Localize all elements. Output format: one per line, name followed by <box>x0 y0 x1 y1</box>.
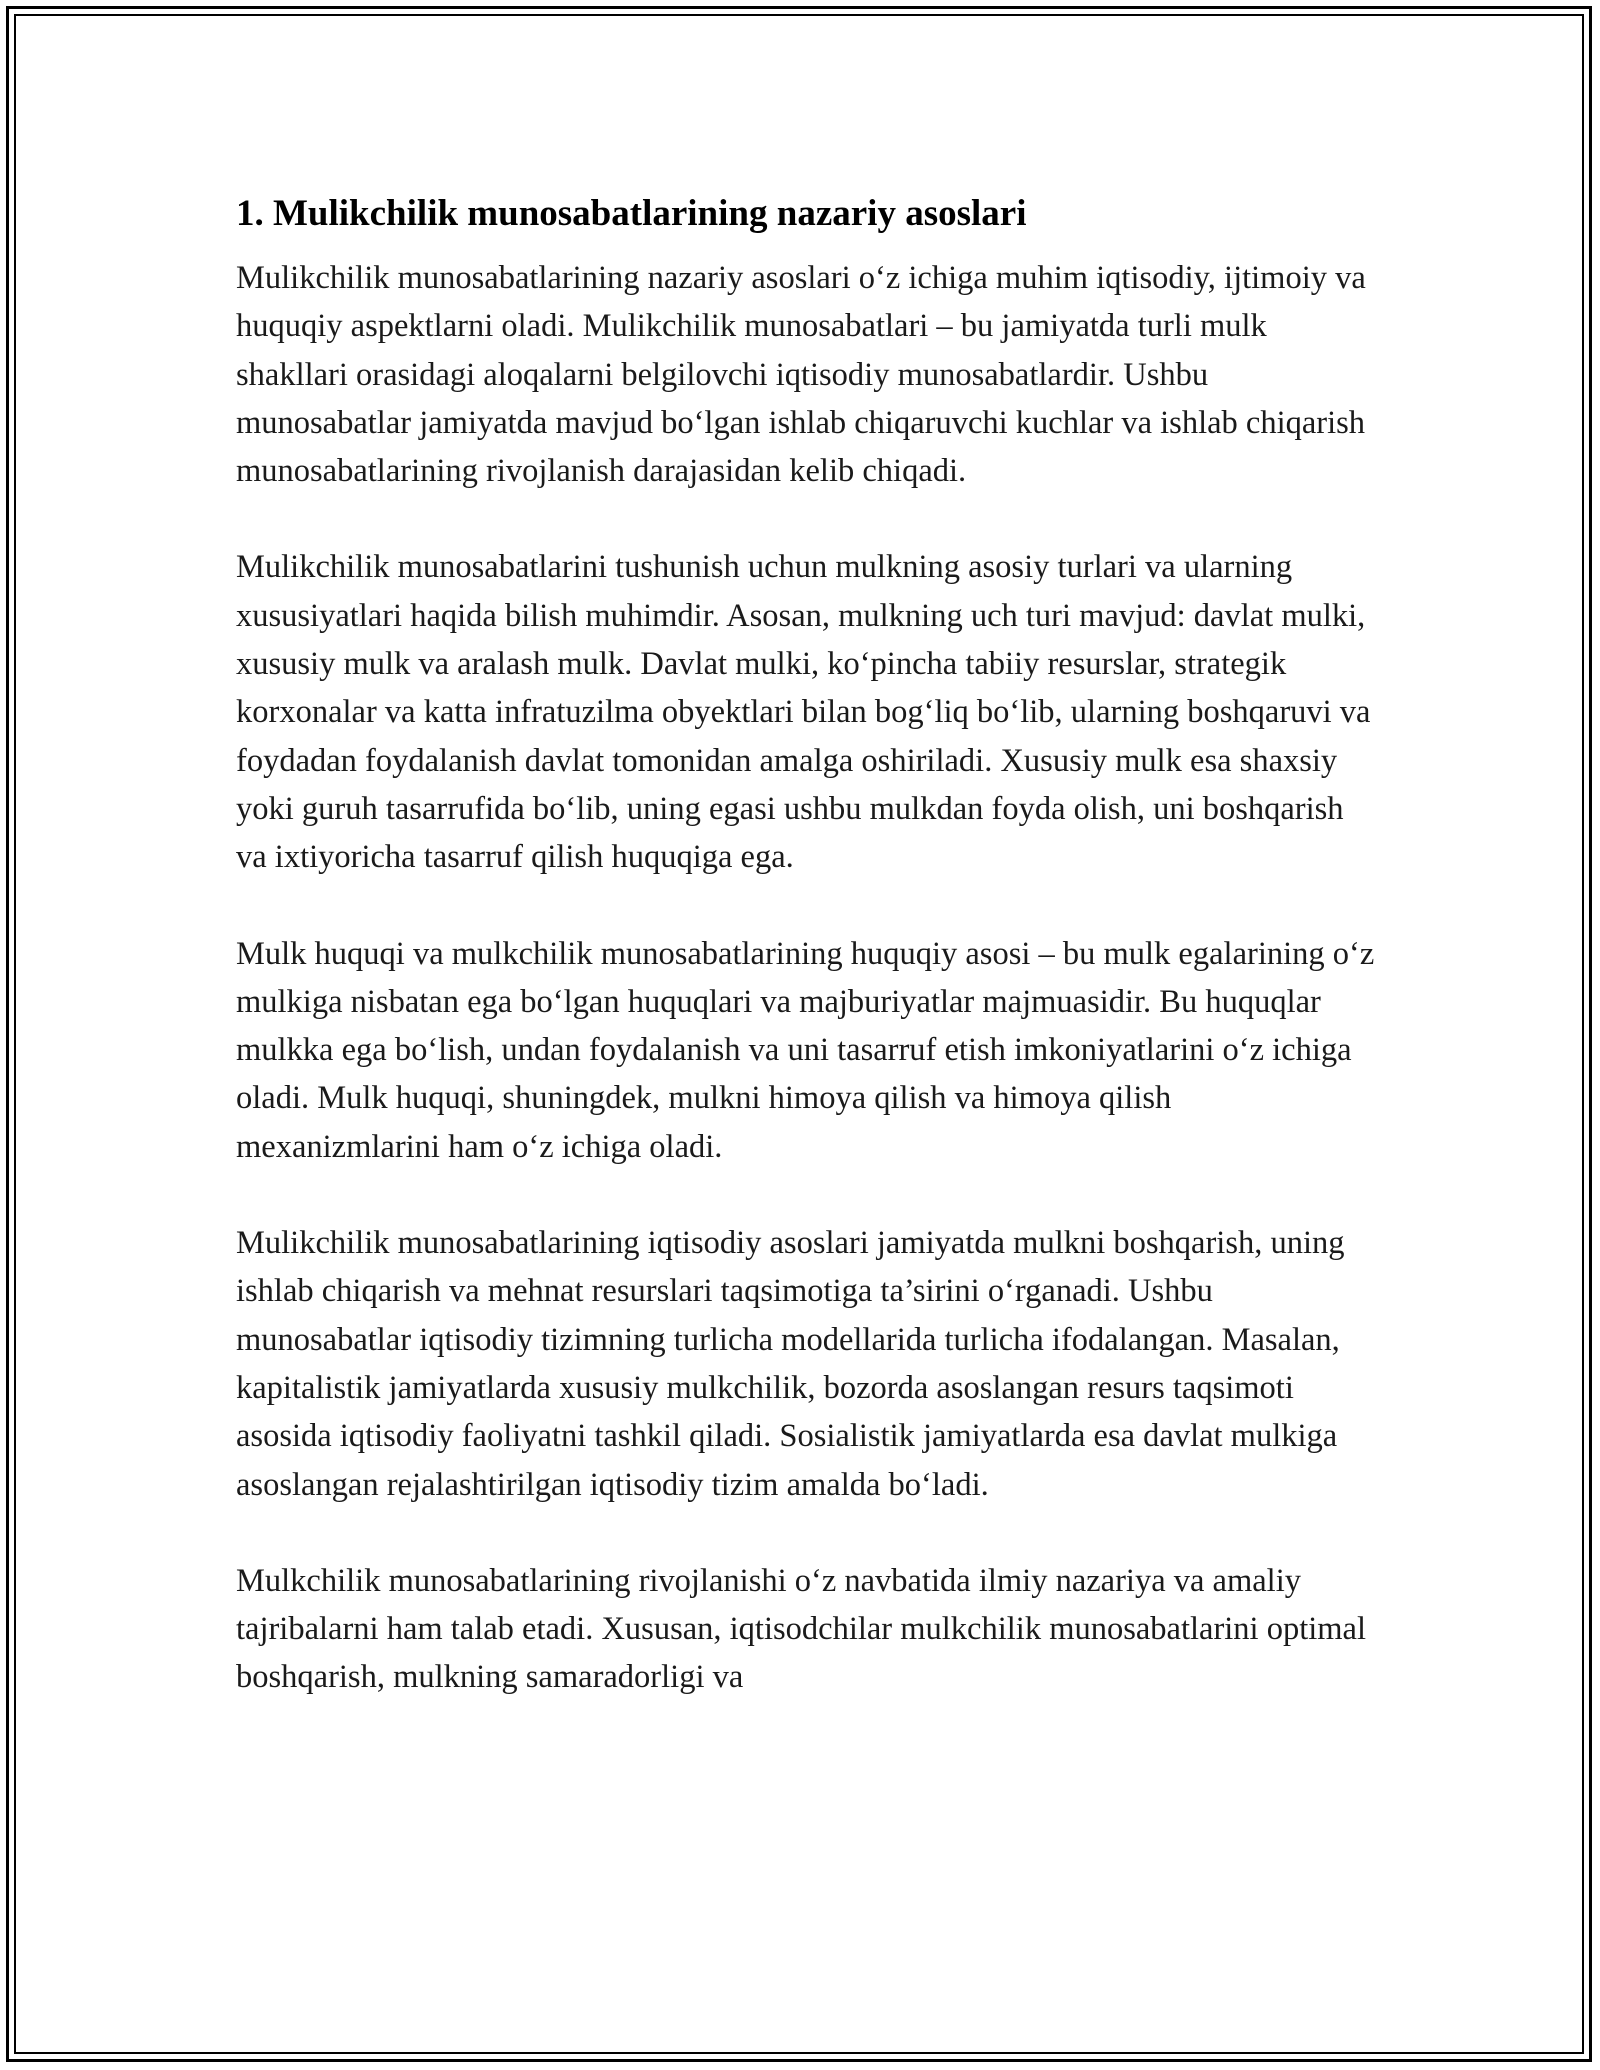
section-heading: 1. Mulikchilik munosabatlarining nazariy asoslari <box>236 193 1027 234</box>
paragraph-5: Mulkchilik munosabatlarining rivojlanishi o‘z navbatida ilmiy nazariya va amaliy tajribalarni ham talab etadi. Xususan, iqtisodchilar mulkchilik munosabatlarini optimal boshqarish, mulkning samaradorligi va <box>236 1562 1367 1696</box>
document-body <box>236 188 1376 1750</box>
paragraph-1: Mulikchilik munosabatlarining nazariy asoslari o‘z ichiga muhim iqtisodiy, ijtimoiy va huquqiy aspektlarni oladi. Mulikchilik munosabatlari – bu jamiyatda turli mulk shakllari orasidagi aloqalarni belgilovchi iqtisodiy munosabatlardir. Ushbu munosabatlar jamiyatda mavjud bo‘lgan ishlab chiqaruvchi kuchlar va ishlab chiqarish munosabatlarining rivojlanish darajasidan kelib chiqadi. <box>236 260 1366 490</box>
paragraph-3: Mulk huquqi va mulkchilik munosabatlarining huquqiy asosi – bu mulk egalarining o‘z mulkiga nisbatan ega bo‘lgan huquqlari va majburiyatlar majmuasidir. Bu huquqlar mulkka ega bo‘lish, undan foydalanish va uni tasarruf etish imkoniyatlarini o‘z ichiga oladi. Mulk huquqi, shuningdek, mulkni himoya qilish va himoya qilish mexanizmlarini ham o‘z ichiga oladi. <box>236 935 1375 1165</box>
paragraph-2: Mulikchilik munosabatlarini tushunish uchun mulkning asosiy turlari va ularning xususiyatlari haqida bilish muhimdir. Asosan, mulkning uch turi mavjud: davlat mulki, xususiy mulk va aralash mulk. Davlat mulki, ko‘pincha tabiiy resurslar, strategik korxonalar va katta infratuzilma obyektlari bilan bog‘liq bo‘lib, ularning boshqaruvi va foydadan foydalanish davlat tomonidan amalga oshiriladi. Xususiy mulk esa shaxsiy yoki guruh tasarrufida bo‘lib, uning egasi ushbu mulkdan foyda olish, uni boshqarish va ixtiyoricha tasarruf qilish huquqiga ega. <box>236 549 1371 876</box>
paragraph-4: Mulikchilik munosabatlarining iqtisodiy asoslari jamiyatda mulkni boshqarish, uning ishlab chiqarish va mehnat resurslari taqsimotiga ta’sirini o‘rganadi. Ushbu munosabatlar iqtisodiy tizimning turlicha modellarida turlicha ifodalangan. Masalan, kapitalistik jamiyatlarda xususiy mulkchilik, bozorda asoslangan resurs taqsimoti asosida iqtisodiy faoliyatni tashkil qiladi. Sosialistik jamiyatlarda esa davlat mulkiga asoslangan rejalashtirilgan iqtisodiy tizim amalda bo‘ladi. <box>236 1225 1345 1503</box>
